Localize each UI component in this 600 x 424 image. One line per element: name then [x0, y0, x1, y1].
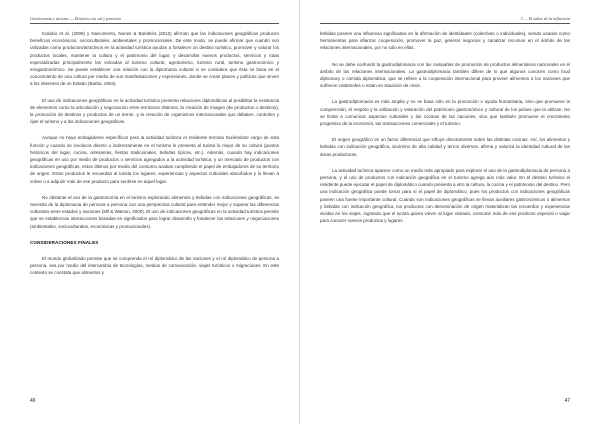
- paragraph: bebidas poseen una influencia significativa en la afirmación de identidades (colectivas o individuales), siendo usados como herramientas para afianzar cooperación, promover la paz, generar negocios y canalizar recursos en el ámbito de las relaciones internacionales, por no sólo en ellas.: [320, 31, 570, 51]
- right-page: [300, 0, 600, 424]
- paragraph: El uso de indicaciones geográficas en la actividad turística presenta relaciones diplomáticas al posibilitar la existencia de elementos como la articulación y negociación entre territorios distintos, la creación de imagen (de productos o destinos), la promoción de destinos y productos de un terroir, y la creación de organismos internacionales que debaten, controlen y rijan el turismo y a las indicaciones geográficas.: [30, 97, 279, 125]
- paragraph: No se debe confundir la gastrodiplomacia con las campañas de promoción de productos alimentarios nacionales en el ámbito de las relaciones internacionales. La gastrodiplomacia también difiere de lo que algunos conocen como food diplomacy o comida diplomática, que se refiere a la cooperación internacional para proveer alimentos a los naciones que sufrieron catástrofes o están en situación de crisis.: [320, 61, 570, 89]
- left-page-body: [30, 30, 279, 286]
- header-rule-left: [30, 23, 279, 24]
- section-heading: CONSIDERACIONES FINALES: [30, 239, 99, 245]
- paragraph: La gastrodiplomacia es más amplia y no se basa sólo en la promoción o ayuda humanitaria, sino que promueve la comprensión, el respeto y la utilización y valoración del patrimonio gastronómico y cultural de los países que la utilizan. No se limita a comunicar aspectos culturales y las cocinas de las naciones, sino que también promueve el crecimiento progresivo de la economía, las transacciones comerciales y el turismo.: [320, 99, 570, 127]
- paragraph: Aunque no haya embajadores específicos para la actividad turística el residente termina haciéndose cargo de esta función y cuando se involucra directo o indirectamente en el turismo le presenta al turista lo mejor de su cultura (puntos históricos del lugar, cocina, artesanías, fiestas tradicionales, bebidas típicas, etc.). Además, cuando hay indicaciones geográficas en uso por medio de productos o servicios agregados a la actividad turística, y un mercado de productos con indicaciones geográficas, estos últimos por medio del consumo acaban cumpliendo el papel de embajadores de su territorio de origen. Estos productos le recuerdan al turista los lugares, experiencias y aspectos culturales absorbidos y lo llevan a volver o a adquirir más de ese producto para sentirse en aquel lugar.: [30, 135, 279, 184]
- running-head-left: Gastronomía y turismo — Destinos con sal y pimienta: [30, 16, 121, 21]
- running-head-right: 3 — El sabor de la influencia: [520, 16, 570, 21]
- page-number-right: 47: [564, 398, 570, 404]
- paragraph: No obstante el uso de la gastronomía en el turismo explorando alimentos y bebidas con indicaciones geográficas, se necesita de la diplomacia de persona a persona con una perspectiva cultural para entender mejor y superar las diferencias culturales entre estados y naciones (Mil & Watson, 2000). El uso de indicaciones geográficas en la actividad turística permite que se establezcan interacciones basadas en significados para lograr desarrollo y fortalecer las relaciones y negociaciones (ambientales, socioculturales, económicas y promocionales).: [30, 194, 279, 229]
- paragraph: El origen geográfico es un factor diferencial que influye directamente sobre las distintas cocinas. Así, los alimentos y bebidas con indicación geográfica, sinónimo de alta calidad y terroir diversos, afirma y valoriza la identidad cultural de las áreas productoras.: [320, 137, 570, 157]
- paragraph: La actividad turística aparece como un medio más apropiado para explorar el uso de la gastrodiplomacia de persona a persona, y el uso de productos con indicación geográfica en el turismo agrega aún más valor. En el destino turístico el residente puede ejecutar el papel de diplomático cuando presenta a otro la cultura, la cocina y el patrimonio del destino. Pero una indicación geográfica puede tomar para sí el papel de diplomático, pues los productos con indicaciones geográficas poseen una fuente importante cultural. Cuando son indicaciones geográficas se llevan auxiliares gastronómicos o alimentos y bebidas con indicación geográfica, los productos con denominación de origen materializan las recuerdos y experiencias vividas en los viajes, logrando que el turista quiera volver al lugar visitado, consumir más de ese producto especial o viajar para conocer nuevos productos y lugares.: [320, 167, 570, 224]
- paragraph: Kokubo et al. (2006) y Nascimento, Nunes & Bandeira (2012) afirman que las indicaciones geográficas producen beneficios económicos, socioculturales, ambientales y promocionales. De este modo, se puede afirmar que cuando son utilizadas como productos/atractivos en la actividad turística ayudan a fortalecer un destino turístico, promover y valorar los productos locales, mantener la cultura y el patrimonio del lugar, y desarrollar nuevos productos, servicios y rutas especializadas principalmente las volcadas al turismo cultural, agroturismo, turismo rural, turismo gastronómico y enogastronómico. Se puede establecer una relación con la diplomacia cultural si se considera que ésta se basa en el conocimiento de una cultura por medio de sus manifestaciones y expresiones, donde se crean planes y políticas que sirven a los intereses de un Estado (Barba, 2004).: [30, 31, 279, 87]
- page-number-left: 46: [30, 398, 36, 404]
- right-page-body: [320, 30, 570, 233]
- header-rule-right: [320, 23, 570, 24]
- paragraph: El mundo globalizado permite que se comprenda el rol diplomático de las naciones y el rol diplomático de persona a persona, sea por medio del intercambio de tecnologías, medios de comunicación, viajes turísticos o migraciones. En este contexto se constata que alimentos y: [30, 256, 279, 276]
